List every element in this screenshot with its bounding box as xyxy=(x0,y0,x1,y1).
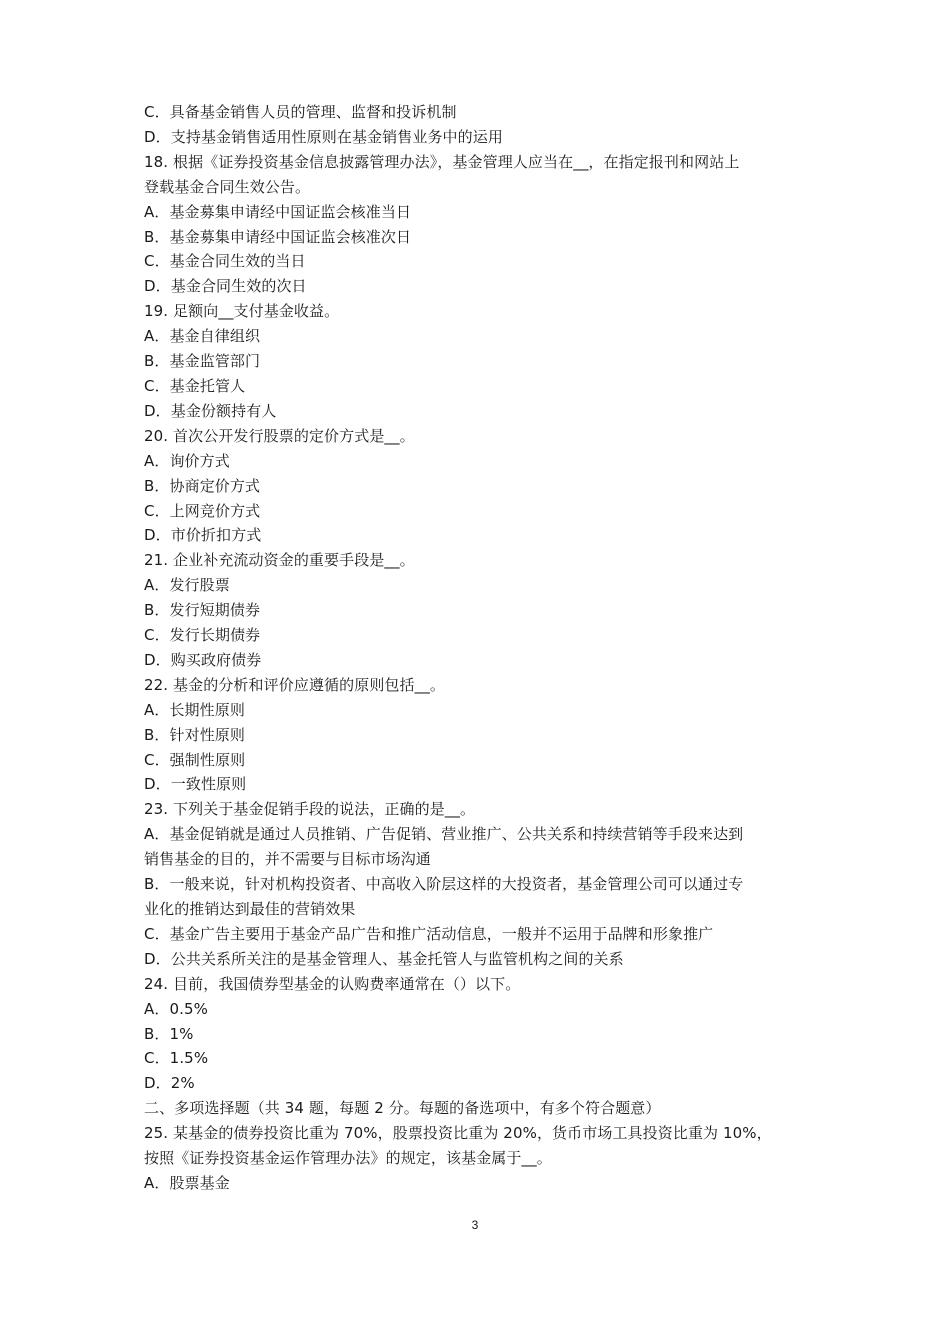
option-line: C．强制性原则 xyxy=(144,750,246,769)
option-line: A．基金促销就是通过人员推销、广告促销、营业推广、公共关系和持续营销等手段来达到 xyxy=(144,825,744,844)
option-line: C．1.5% xyxy=(144,1049,209,1068)
option-line: B．基金监管部门 xyxy=(144,352,261,371)
question-23: 23. 下列关于基金促销手段的说法，正确的是__。 xyxy=(144,800,476,819)
option-line: A．发行股票 xyxy=(144,576,230,595)
question-22: 22. 基金的分析和评价应遵循的原则包括__。 xyxy=(144,675,445,694)
text-line: C．具备基金销售人员的管理、监督和投诉机制 xyxy=(144,103,457,121)
text-line: 业化的推销达到最佳的营销效果 xyxy=(144,900,356,918)
document-body xyxy=(144,100,812,1196)
question-21: 21. 企业补充流动资金的重要手段是__。 xyxy=(144,551,415,570)
text-line: 登载基金合同生效公告。 xyxy=(144,177,311,196)
option-line: C．基金托管人 xyxy=(144,376,246,395)
option-line: B．针对性原则 xyxy=(144,725,245,744)
option-line: B．基金募集申请经中国证监会核准次日 xyxy=(144,227,412,246)
question-25: 25. 某基金的债券投资比重为 70%，股票投资比重为 20%，货币市场工具投资比重为 10%， xyxy=(144,1124,772,1143)
option-line: B．协商定价方式 xyxy=(144,476,261,495)
option-line: C．发行长期债券 xyxy=(144,626,261,645)
option-line: C．基金合同生效的当日 xyxy=(144,252,306,271)
text-line: D．支持基金销售适用性原则在基金销售业务中的运用 xyxy=(144,127,503,146)
option-line: B．发行短期债券 xyxy=(144,601,261,620)
option-line: A．基金募集申请经中国证监会核准当日 xyxy=(144,202,412,221)
question-18: 18. 根据《证券投资基金信息披露管理办法》，基金管理人应当在__，在指定报刊和网站上 xyxy=(144,152,740,171)
option-line: C．基金广告主要用于基金产品广告和推广活动信息，一般并不运用于品牌和形象推广 xyxy=(144,924,714,943)
option-line: A．长期性原则 xyxy=(144,700,245,719)
option-line: A．询价方式 xyxy=(144,451,230,470)
section-heading: 二、多项选择题（共 34 题，每题 2 分。每题的备选项中，有多个符合题意） xyxy=(144,1099,661,1118)
text-line: 按照《证券投资基金运作管理办法》的规定，该基金属于__。 xyxy=(144,1149,552,1168)
option-line: D．2% xyxy=(144,1074,195,1093)
option-line: D．基金份额持有人 xyxy=(144,401,277,420)
option-line: D．市价折扣方式 xyxy=(144,526,262,545)
page-number: 3 xyxy=(471,1218,479,1232)
option-line: B．1% xyxy=(144,1024,194,1043)
option-line: A．股票基金 xyxy=(144,1173,230,1192)
option-line: B．一般来说，针对机构投资者、中高收入阶层这样的大投资者，基金管理公司可以通过专 xyxy=(144,875,744,894)
option-line: A．0.5% xyxy=(144,999,208,1018)
text-line: 销售基金的目的，并不需要与目标市场沟通 xyxy=(144,850,431,869)
option-line: D．基金合同生效的次日 xyxy=(144,277,307,296)
question-19: 19. 足额向__支付基金收益。 xyxy=(144,302,340,321)
option-line: C．上网竞价方式 xyxy=(144,501,261,520)
option-line: D．购买政府债券 xyxy=(144,650,262,669)
option-line: D．公共关系所关注的是基金管理人、基金托管人与监管机构之间的关系 xyxy=(144,949,624,968)
option-line: A．基金自律组织 xyxy=(144,327,261,346)
option-line: D．一致性原则 xyxy=(144,775,247,794)
question-20: 20. 首次公开发行股票的定价方式是__。 xyxy=(144,426,415,445)
question-24: 24. 目前，我国债券型基金的认购费率通常在（）以下。 xyxy=(144,974,521,993)
